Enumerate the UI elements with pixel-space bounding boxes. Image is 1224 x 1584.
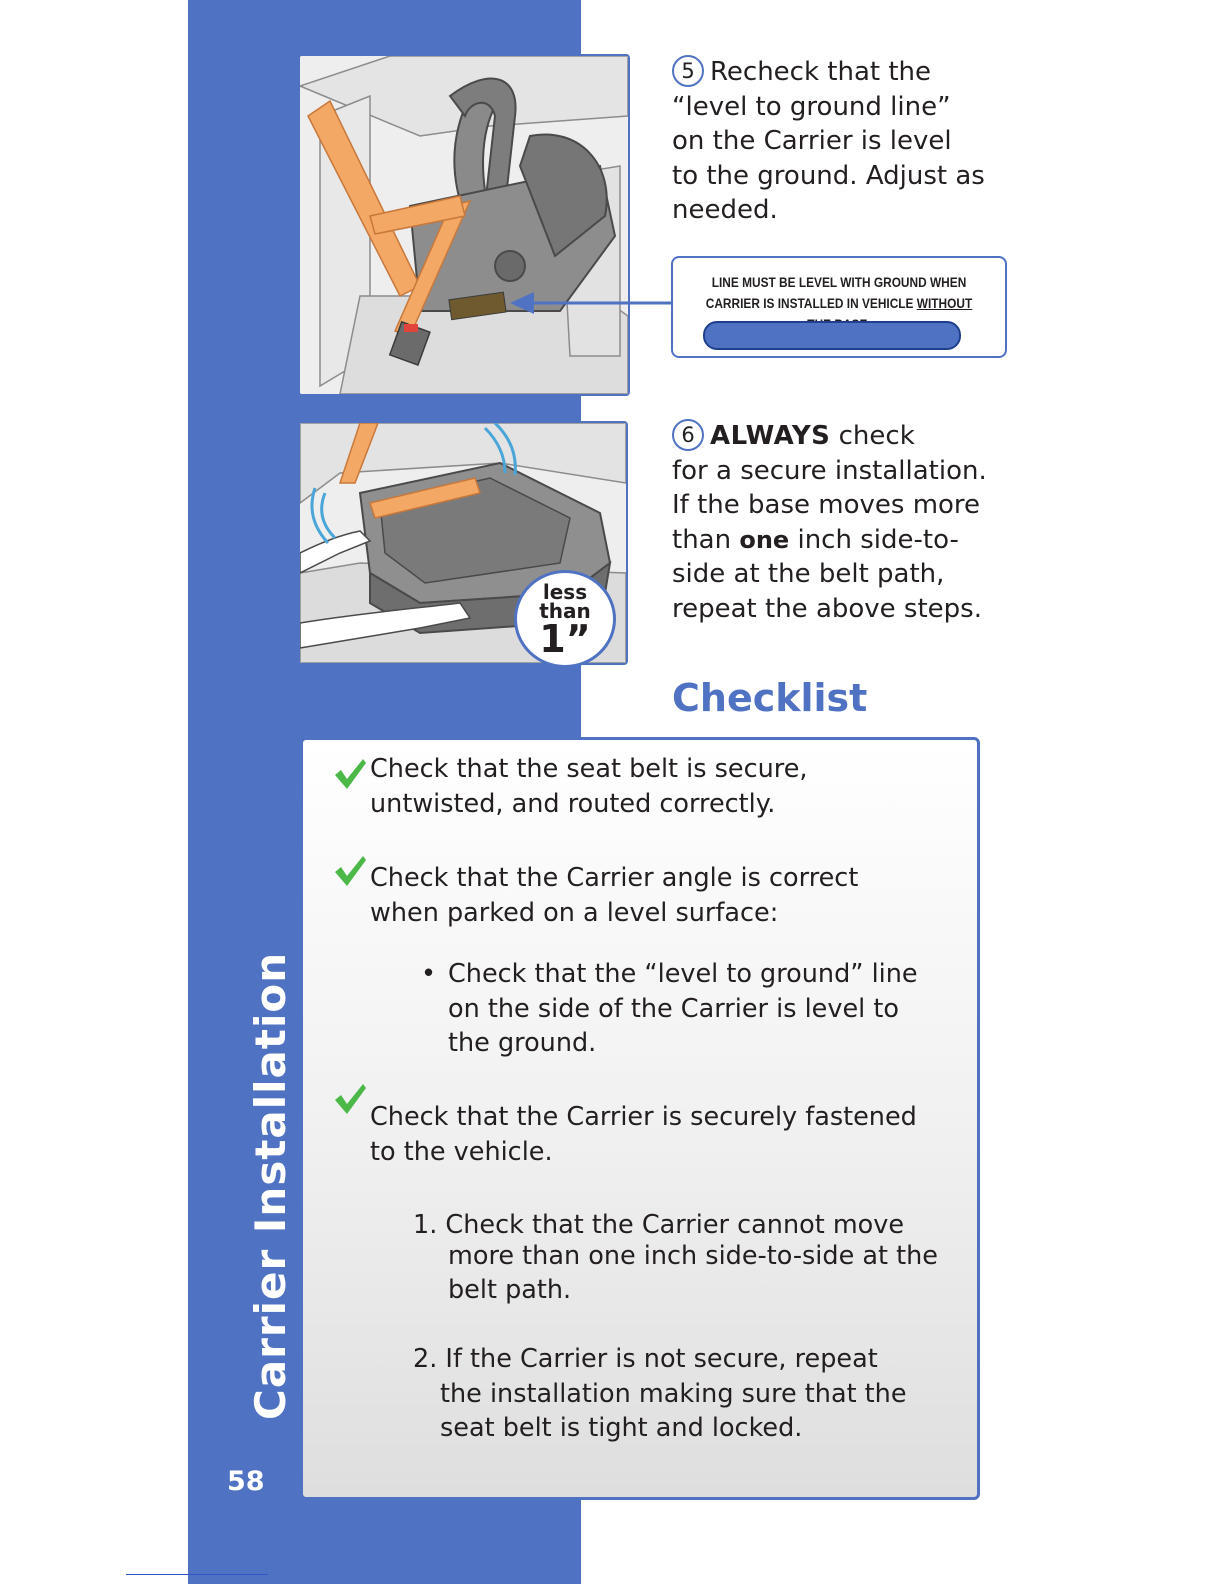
checkmark-icon [333,854,367,888]
checkmark-icon [333,757,367,791]
step-5-line2: “level to ground line” [672,91,951,122]
step-6-line2: for a secure installation. [672,455,987,486]
item-3-sub2-line2: the installation making sure that the [440,1378,907,1409]
level-label-without: WITHOUT [916,296,973,311]
step-6-line6: repeat the above steps. [672,593,982,624]
step-6-line3: If the base moves more [672,490,981,521]
step-6-inch: inch side-to- [789,524,959,555]
item-3-sub2-line1: 2. If the Carrier is not secure, repeat [413,1344,878,1374]
step-5-number: 5 [672,55,704,87]
item-3-line1: Check that the Carrier is securely fastened [370,1102,917,1132]
checklist-item-3 [370,1100,917,1169]
step-6-check: check [830,421,915,451]
item-2-sub-line2: on the side of the Carrier is level to [448,993,899,1024]
item-3-sub2-line3: seat belt is tight and locked. [440,1413,803,1444]
item-1-line2: untwisted, and routed correctly. [370,788,776,819]
step-5-line3: on the Carrier is level [672,126,952,157]
badge-value: 1” [539,617,591,661]
item-3-line2: to the vehicle. [370,1136,553,1167]
step-5-line1: Recheck that the [710,57,932,87]
step-6-always: ALWAYS [710,421,831,451]
step-5 [672,55,985,228]
level-label-line2-pre: CARRIER IS INSTALLED IN VEHICLE [705,296,917,311]
item-1-line1: Check that the seat belt is secure, [370,754,808,784]
item-2-bullet: • [421,959,437,989]
checkmark-icon [333,1082,367,1116]
carrier-in-seat-illustration [298,54,630,396]
step-5-line4: to the ground. Adjust as [672,160,985,191]
item-3-sub1-line1: 1. Check that the Carrier cannot move [413,1210,905,1240]
step-6-number: 6 [672,419,704,451]
section-title: Carrier Installation [246,951,295,1420]
item-3-sub1-line2: more than one inch side-to-side at the [448,1240,938,1271]
pointer-arrow [506,288,676,318]
page-number: 58 [227,1466,265,1497]
item-2-sub-line1: Check that the “level to ground” line [448,959,918,989]
item-3-sub1-line3: belt path. [448,1275,572,1306]
step-5-line5: needed. [672,195,778,226]
step-6-line5: side at the belt path, [672,559,945,590]
step-6 [672,419,987,627]
level-label-line1: LINE MUST BE LEVEL WITH GROUND WHEN [711,275,967,290]
level-indicator-bar [703,321,961,350]
item-2-line2: when parked on a level surface: [370,897,779,928]
item-2-line1: Check that the Carrier angle is correct [370,863,859,893]
badge-less: less [542,580,588,604]
checklist-item-3-sub-1 [413,1208,938,1308]
checklist-title: Checklist [672,676,868,720]
step-6-than: than [672,524,740,555]
movement-badge [514,570,616,668]
step-6-one: one [739,525,790,554]
checklist-panel [300,737,980,1500]
footer-rule [126,1574,268,1575]
level-line-label [671,256,1007,358]
checklist-item-2 [370,861,858,930]
checklist-item-2-sub [448,957,918,1061]
checklist-item-3-sub-2 [413,1342,907,1446]
item-2-sub-line3: the ground. [448,1028,597,1059]
checklist-item-1 [370,752,808,821]
badge-than: than [539,599,591,623]
